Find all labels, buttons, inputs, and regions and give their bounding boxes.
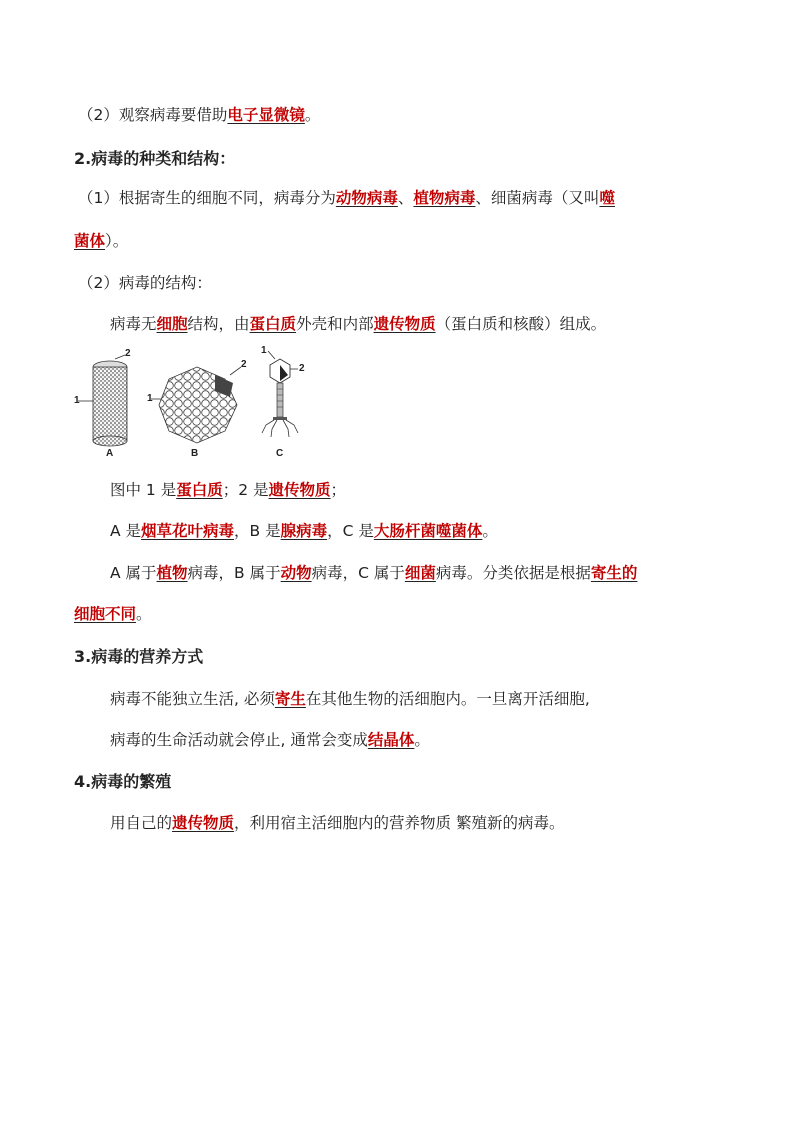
figure-number-2b: 2 bbox=[241, 359, 247, 370]
answer-animal: 动物 bbox=[280, 564, 312, 582]
figure-label-a: A bbox=[106, 448, 114, 459]
heading-nutrition: 3.病毒的营养方式 bbox=[74, 647, 204, 666]
answer-plant: 植物 bbox=[156, 564, 188, 582]
nutrition-line-1: 病毒不能独立生活, 必须寄生在其他生物的活细胞内。一旦离开活细胞, bbox=[110, 690, 590, 708]
answer-adenovirus: 腺病毒 bbox=[280, 522, 328, 540]
adenovirus-icon bbox=[151, 367, 241, 443]
answer-animal-virus: 动物病毒 bbox=[335, 189, 398, 207]
bacteriophage-icon bbox=[262, 351, 298, 437]
answer-own-genetic: 遗传物质 bbox=[172, 814, 235, 832]
figure-number-2c: 2 bbox=[299, 363, 305, 374]
tobacco-mosaic-virus-icon bbox=[78, 355, 127, 446]
answer-phage-part1: 噬 bbox=[599, 189, 615, 207]
figure-number-2a: 2 bbox=[125, 348, 131, 359]
answer-tmv: 烟草花叶病毒 bbox=[141, 522, 235, 540]
answer-parasite: 寄生 bbox=[274, 690, 306, 708]
answer-basis-part2: 细胞不同 bbox=[74, 605, 137, 623]
figure-explanation-line: 图中 1 是蛋白质；2 是遗传物质； bbox=[110, 481, 347, 499]
figure-label-b: B bbox=[191, 448, 199, 459]
reproduction-line: 用自己的遗传物质，利用宿主活细胞内的营养物质 繁殖新的病毒。 bbox=[110, 814, 565, 832]
nutrition-line-2: 病毒的生命活动就会停止, 通常会变成结晶体。 bbox=[110, 731, 430, 749]
virus-diagrams bbox=[75, 345, 305, 460]
answer-plant-virus: 植物病毒 bbox=[413, 189, 476, 207]
answer-phage-part2: 菌体 bbox=[74, 232, 106, 250]
structure-line: 病毒无细胞结构，由蛋白质外壳和内部遗传物质（蛋白质和核酸）组成。 bbox=[110, 315, 607, 333]
observe-line: （2）观察病毒要借助电子显微镜。 bbox=[78, 106, 321, 124]
answer-basis-part1: 寄生的 bbox=[590, 564, 638, 582]
answer-fig-genetic: 遗传物质 bbox=[268, 481, 331, 499]
figure-number-1a: 1 bbox=[74, 395, 80, 406]
answer-cell: 细胞 bbox=[156, 315, 188, 333]
answer-genetic-material: 遗传物质 bbox=[373, 315, 436, 333]
answer-bacteria: 细菌 bbox=[404, 564, 436, 582]
classification-line-cont: 菌体）。 bbox=[74, 232, 129, 250]
abc-classification-line-cont: 细胞不同。 bbox=[74, 605, 152, 623]
answer-electron-microscope: 电子显微镜 bbox=[227, 106, 305, 124]
answer-protein: 蛋白质 bbox=[249, 315, 297, 333]
figure-number-1c: 1 bbox=[261, 345, 267, 356]
heading-reproduction: 4.病毒的繁殖 bbox=[74, 772, 172, 791]
figure-label-c: C bbox=[276, 448, 284, 459]
abc-classification-line: A 属于植物病毒，B 属于动物病毒，C 属于细菌病毒。分类依据是根据寄生的 bbox=[110, 564, 638, 582]
structure-subheading: （2）病毒的结构： bbox=[78, 274, 212, 292]
figure-number-1b: 1 bbox=[147, 393, 153, 404]
answer-fig-protein: 蛋白质 bbox=[176, 481, 223, 499]
classification-line: （1）根据寄生的细胞不同，病毒分为动物病毒、植物病毒、细菌病毒（又叫噬 bbox=[78, 189, 615, 207]
heading-types-structure: 2.病毒的种类和结构： bbox=[74, 149, 236, 168]
abc-identification-line: A 是烟草花叶病毒，B 是腺病毒，C 是大肠杆菌噬菌体。 bbox=[110, 522, 498, 540]
answer-ecoli-phage: 大肠杆菌噬菌体 bbox=[373, 522, 483, 540]
virus-structure-figure bbox=[75, 345, 305, 460]
answer-crystal: 结晶体 bbox=[367, 731, 415, 749]
